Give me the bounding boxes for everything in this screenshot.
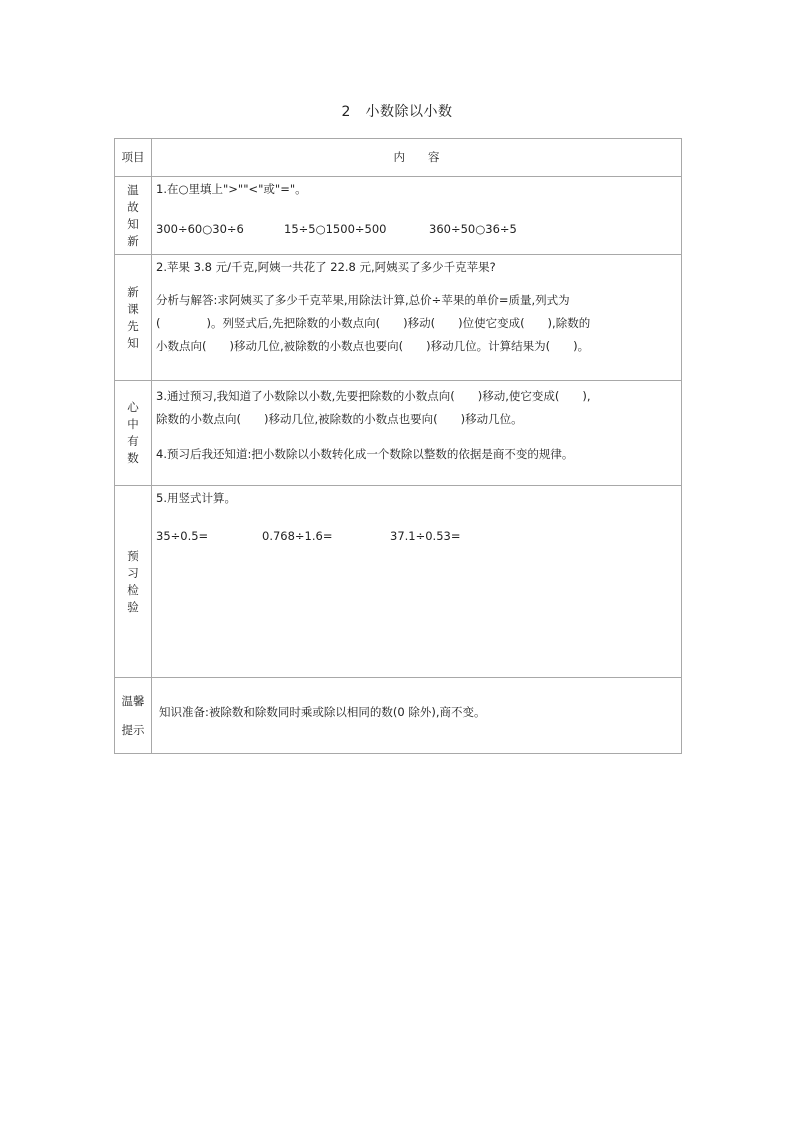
header-content: 内 容 — [152, 139, 682, 177]
question-1: 1.在○里填上">""<"或"="。 — [156, 182, 307, 196]
section-check — [115, 486, 682, 678]
question-5: 5.用竖式计算。 — [156, 491, 236, 505]
analysis-line: 小数点向( )移动几位,被除数的小数点也要向( )移动几位。计算结果为( )。 — [156, 339, 590, 353]
tip-text: 知识准备:被除数和除数同时乘或除以相同的数(0 除外),商不变。 — [159, 705, 486, 719]
section-new-content — [152, 255, 682, 381]
section-new — [115, 255, 682, 381]
question-1-expressions — [156, 218, 677, 241]
table-header-row — [115, 139, 682, 177]
question-5-expressions — [156, 525, 677, 548]
question-3-line: 除数的小数点向( )移动几位,被除数的小数点也要向( )移动几位。 — [156, 412, 523, 426]
section-warm-label: 温 故 知 新 — [115, 177, 152, 255]
expr: 37.1÷0.53= — [390, 529, 461, 543]
header-item: 项目 — [115, 139, 152, 177]
section-mind — [115, 381, 682, 486]
section-new-label: 新 课 先 知 — [115, 255, 152, 381]
section-check-label: 预 习 检 验 — [115, 486, 152, 678]
expr: 0.768÷1.6= — [262, 529, 333, 543]
section-check-content — [152, 486, 682, 678]
expr: 360÷50○36÷5 — [429, 222, 517, 236]
section-warm-content — [152, 177, 682, 255]
analysis-line: ( )。列竖式后,先把除数的小数点向( )移动( )位使它变成( ),除数的 — [156, 316, 591, 330]
section-warm — [115, 177, 682, 255]
expr: 300÷60○30÷6 — [156, 222, 244, 236]
section-mind-content — [152, 381, 682, 486]
section-tip-label: 温馨 提示 — [115, 678, 152, 754]
page-title: 2 小数除以小数 — [341, 104, 453, 120]
section-tip — [115, 678, 682, 754]
question-2: 2.苹果 3.8 元/千克,阿姨一共花了 22.8 元,阿姨买了多少千克苹果? — [156, 260, 496, 274]
expr: 35÷0.5= — [156, 529, 209, 543]
analysis-line: 分析与解答:求阿姨买了多少千克苹果,用除法计算,总价÷苹果的单价=质量,列式为 — [156, 293, 570, 307]
section-tip-content — [152, 678, 682, 754]
question-4: 4.预习后我还知道:把小数除以小数转化成一个数除以整数的依据是商不变的规律。 — [156, 447, 574, 461]
worksheet-table — [114, 138, 682, 754]
section-mind-label: 心 中 有 数 — [115, 381, 152, 486]
question-3-line: 3.通过预习,我知道了小数除以小数,先要把除数的小数点向( )移动,使它变成( ), — [156, 389, 591, 403]
expr: 15÷5○1500÷500 — [284, 222, 387, 236]
